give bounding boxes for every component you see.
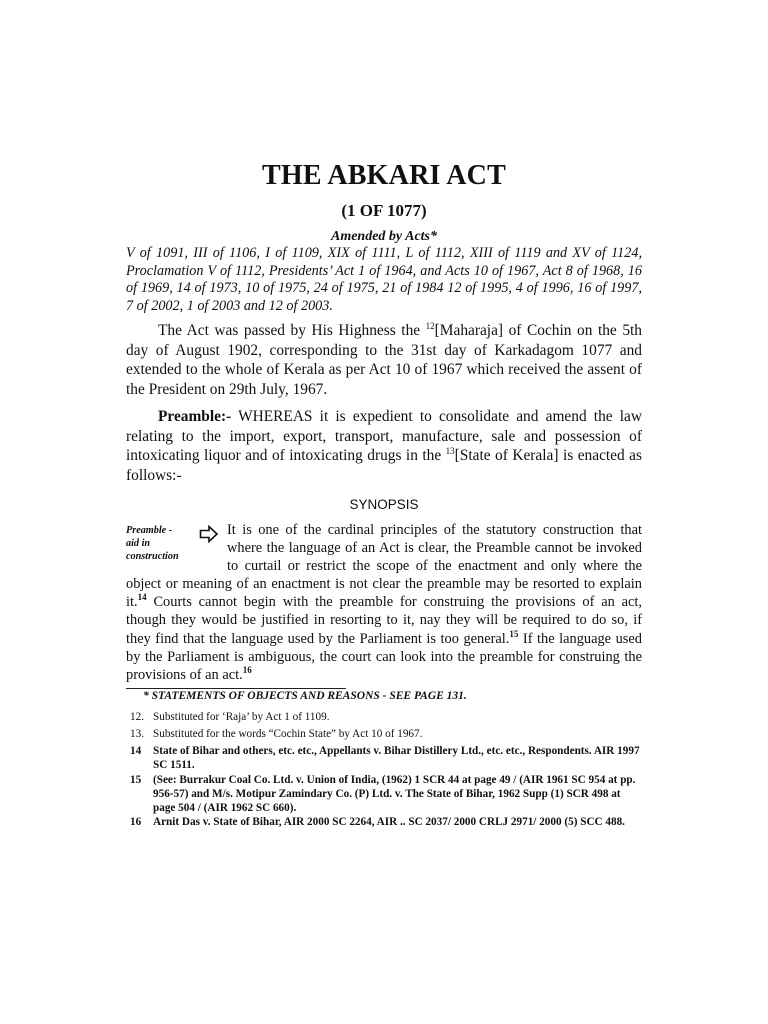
synopsis-text-2: Courts cannot begin with the preamble for construing the provisions of an act, though they would be justified in resorting to it, nay they will be required to do so, if they find that the language used by the Parliament is too general.	[126, 594, 642, 647]
footnote-number: 15	[130, 774, 142, 786]
margin-note-line: construction	[126, 551, 179, 562]
footnote-14	[130, 744, 642, 772]
amended-by-label: Amended by Acts*	[330, 229, 438, 244]
intro-text-2: [Maharaja] of Cochin on the 5th day of August 1902, corresponding to the 31st day of Karkadagom 1077 and extended to the whole of Kerala as per Act 10 of 1967 which received the assent of the President on 29th July, 1967.	[126, 322, 642, 398]
synopsis-heading: SYNOPSIS	[349, 497, 419, 512]
footnote-number: 14	[130, 745, 142, 757]
preamble-label: Preamble:-	[158, 408, 232, 425]
footnote-number: 12.	[130, 711, 144, 723]
footnote-ref-15: 15	[509, 628, 519, 639]
footnote-divider	[126, 688, 346, 689]
intro-paragraph	[126, 321, 642, 399]
footnote-13	[130, 727, 642, 741]
preamble-text-1: WHEREAS it is expedient to consolidate and amend the law relating to the import, export, transport, manufacture, sale and possession of intoxicating liquor and of intoxicating drugs in the	[126, 408, 642, 465]
margin-note-line: Preamble -	[126, 525, 173, 536]
footnote-ref-12: 12	[425, 320, 435, 331]
document-title: THE ABKARI ACT	[262, 160, 506, 191]
footnote-star: * STATEMENTS OF OBJECTS AND REASONS - SEE PAGE 131.	[143, 690, 467, 702]
footnote-12	[130, 710, 642, 724]
synopsis-text-1: It is one of the cardinal principles of the statutory construction that where the language of an Act is clear, the Preamble cannot be invoked to curtail or restrict the scope of the enactment and only where the object or meaning of an enactment is not clear the preamble may be resorted to explain it.	[126, 522, 642, 611]
footnote-text: Arnit Das v. State of Bihar, AIR 2000 SC 2264, AIR .. SC 2037/ 2000 CRLJ 2971/ 2000 (5) SCC 488.	[153, 816, 625, 828]
synopsis-text-3: If the language used by the Parliament is ambiguous, the court can look into the preamble for construing the provisions of an act.	[126, 630, 642, 683]
footnote-text: Substituted for ‘Raja’ by Act 1 of 1109.	[153, 711, 330, 723]
margin-note	[126, 524, 196, 563]
footnote-ref-13: 13	[445, 446, 455, 457]
preamble-text-2: [State of Kerala] is enacted as follows:-	[126, 447, 643, 484]
footnote-text: Substituted for the words “Cochin State” by Act 10 of 1967.	[153, 728, 423, 740]
arrow-right-icon	[199, 525, 219, 543]
preamble-paragraph	[126, 407, 642, 485]
synopsis-text	[126, 521, 642, 684]
amending-acts-list: V of 1091, III of 1106, I of 1109, XIX of 1111, L of 1112, XIII of 1119 and XV of 1124, Proclamation V of 1112, Presidents’ Act 1 of 1964, and Acts 10 of 1967, Act 8 of 1968, 16 of 1969, 14 of 1973, 10 of 1975, 24 of 1975, 21 of 1984 12 of 1995, 4 of 1996, 16 of 1997, 7 of 2002, 1 of 2003 and 12 of 2003.	[126, 245, 642, 314]
footnote-15	[130, 773, 642, 815]
margin-note-line: aid in	[126, 538, 151, 549]
intro-text-1: The Act was passed by His Highness the	[158, 322, 426, 339]
footnote-ref-16: 16	[242, 664, 252, 675]
footnote-ref-14: 14	[137, 592, 147, 603]
footnote-text: (See: Burrakur Coal Co. Ltd. v. Union of India, (1962) 1 SCR 44 at page 49 / (AIR 1961 SC 954 at pp. 956-57) and M/s. Motipur Zamindary Co. (P) Ltd. v. The State of Bihar, 1962 Supp (1) SCR 498 at page 504 / (AIR 1962 SC 660).	[153, 774, 636, 814]
footnote-number: 16	[130, 816, 142, 828]
footnote-number: 13.	[130, 728, 144, 740]
act-number: (1 OF 1077)	[341, 201, 427, 220]
footnote-text: State of Bihar and others, etc. etc., Appellants v. Bihar Distillery Ltd., etc. etc., Respondents. AIR 1997 SC 1511.	[153, 745, 640, 771]
footnote-16	[130, 815, 642, 829]
